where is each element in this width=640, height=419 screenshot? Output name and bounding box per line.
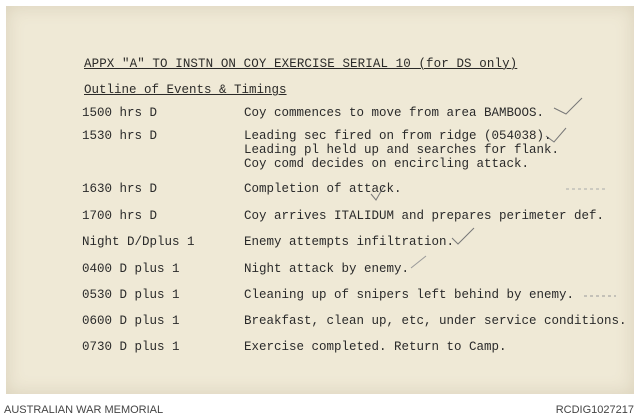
row-time: Night D/Dplus 1 (82, 235, 195, 249)
event-line: Coy arrives ITALIDUM and prepares perimeter def. (244, 209, 605, 223)
archive-footer (0, 400, 640, 419)
row-time: 0400 D plus 1 (82, 262, 180, 276)
row-time: 0600 D plus 1 (82, 314, 180, 328)
event-line: Completion of attack. (244, 182, 402, 196)
row-event (244, 235, 454, 249)
row-time: 0530 D plus 1 (82, 288, 180, 302)
event-line: Leading sec fired on from ridge (054038). (244, 129, 552, 143)
event-line: Night attack by enemy. (244, 262, 410, 276)
document-heading: APPX "A" TO INSTN ON COY EXERCISE SERIAL 10 (for DS only) (84, 57, 518, 71)
row-time: 1530 hrs D (82, 129, 158, 143)
row-event (244, 262, 409, 276)
row-time: 1630 hrs D (82, 182, 158, 196)
document-paper (6, 6, 634, 394)
row-event (244, 340, 507, 354)
row-time: 0730 D plus 1 (82, 340, 180, 354)
footer-id: RCDIG1027217 (555, 404, 634, 416)
event-line: Enemy attempts infiltration. (244, 235, 455, 249)
footer-source: AUSTRALIAN WAR MEMORIAL (4, 404, 164, 416)
row-event (244, 129, 559, 171)
event-line: Coy commences to move from area BAMBOOS. (244, 106, 545, 120)
document-subheading: Outline of Events & Timings (84, 83, 287, 97)
row-event (244, 106, 544, 120)
row-event (244, 314, 627, 328)
event-line: Exercise completed. Return to Camp. (244, 340, 507, 354)
event-line: Coy comd decides on encircling attack. (244, 157, 530, 171)
row-event (244, 182, 402, 196)
event-line: Cleaning up of snipers left behind by enemy. (244, 288, 575, 302)
row-time: 1700 hrs D (82, 209, 158, 223)
event-line: Leading pl held up and searches for flank. (244, 143, 560, 157)
event-line: Breakfast, clean up, etc, under service conditions. (244, 314, 627, 328)
row-event (244, 209, 604, 223)
row-event (244, 288, 574, 302)
row-time: 1500 hrs D (82, 106, 158, 120)
